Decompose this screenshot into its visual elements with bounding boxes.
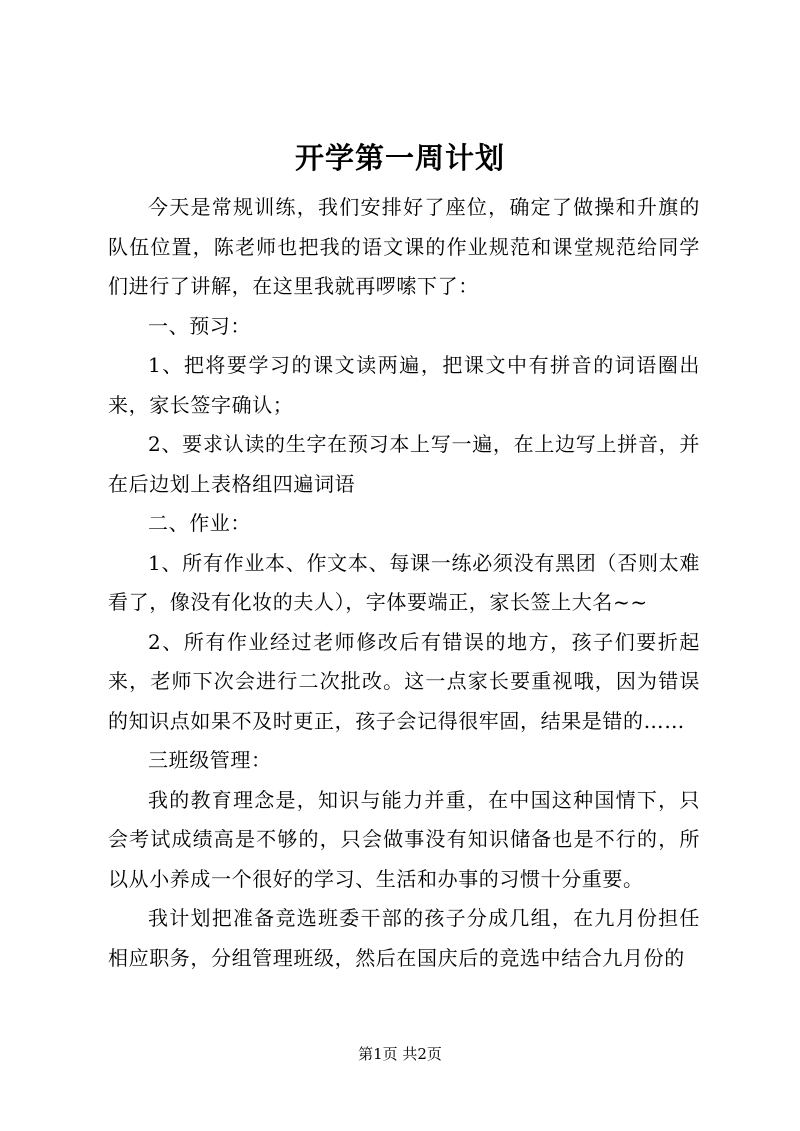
paragraph-homework-1: 1、所有作业本、作文本、每课一练必须没有黑团（否则太难看了，像没有化妆的夫人），字体要端正，家长签上大名~~ bbox=[108, 550, 700, 614]
paragraph-intro: 今天是常规训练，我们安排好了座位，确定了做操和升旗的队伍位置，陈老师也把我的语文课的作业规范和课堂规范给同学们进行了讲解，在这里我就再啰嗦下了： bbox=[108, 195, 700, 298]
paragraph-plan: 我计划把准备竞选班委干部的孩子分成几组，在九月份担任相应职务，分组管理班级，然后在国庆后的竞选中结合九月份的 bbox=[108, 906, 700, 970]
paragraph-preview-2: 2、要求认读的生字在预习本上写一遍，在上边写上拼音，并在后边划上表格组四遍词语 bbox=[108, 432, 700, 496]
heading-preview: 一、预习： bbox=[148, 313, 251, 338]
heading-class-management: 三班级管理： bbox=[148, 748, 272, 772]
paragraph-philosophy: 我的教育理念是，知识与能力并重，在中国这种国情下，只会考试成绩高是不够的，只会做事没有知识储备也是不行的，所以从小养成一个很好的学习、生活和办事的习惯十分重要。 bbox=[108, 787, 700, 891]
page-footer: 第1页 共2页 bbox=[358, 1045, 442, 1063]
page-title: 开学第一周计划 bbox=[294, 141, 505, 175]
document-body bbox=[108, 188, 700, 978]
paragraph-homework-2: 2、所有作业经过老师修改后有错误的地方，孩子们要折起来，老师下次会进行二次批改。这一点家长要重视哦，因为错误的知识点如果不及时更正，孩子会记得很牢固，结果是错的…… bbox=[108, 629, 700, 733]
paragraph-preview-1: 1、把将要学习的课文读两遍，把课文中有拼音的词语圈出来，家长签字确认； bbox=[108, 353, 700, 417]
heading-homework: 二、作业： bbox=[148, 511, 251, 535]
